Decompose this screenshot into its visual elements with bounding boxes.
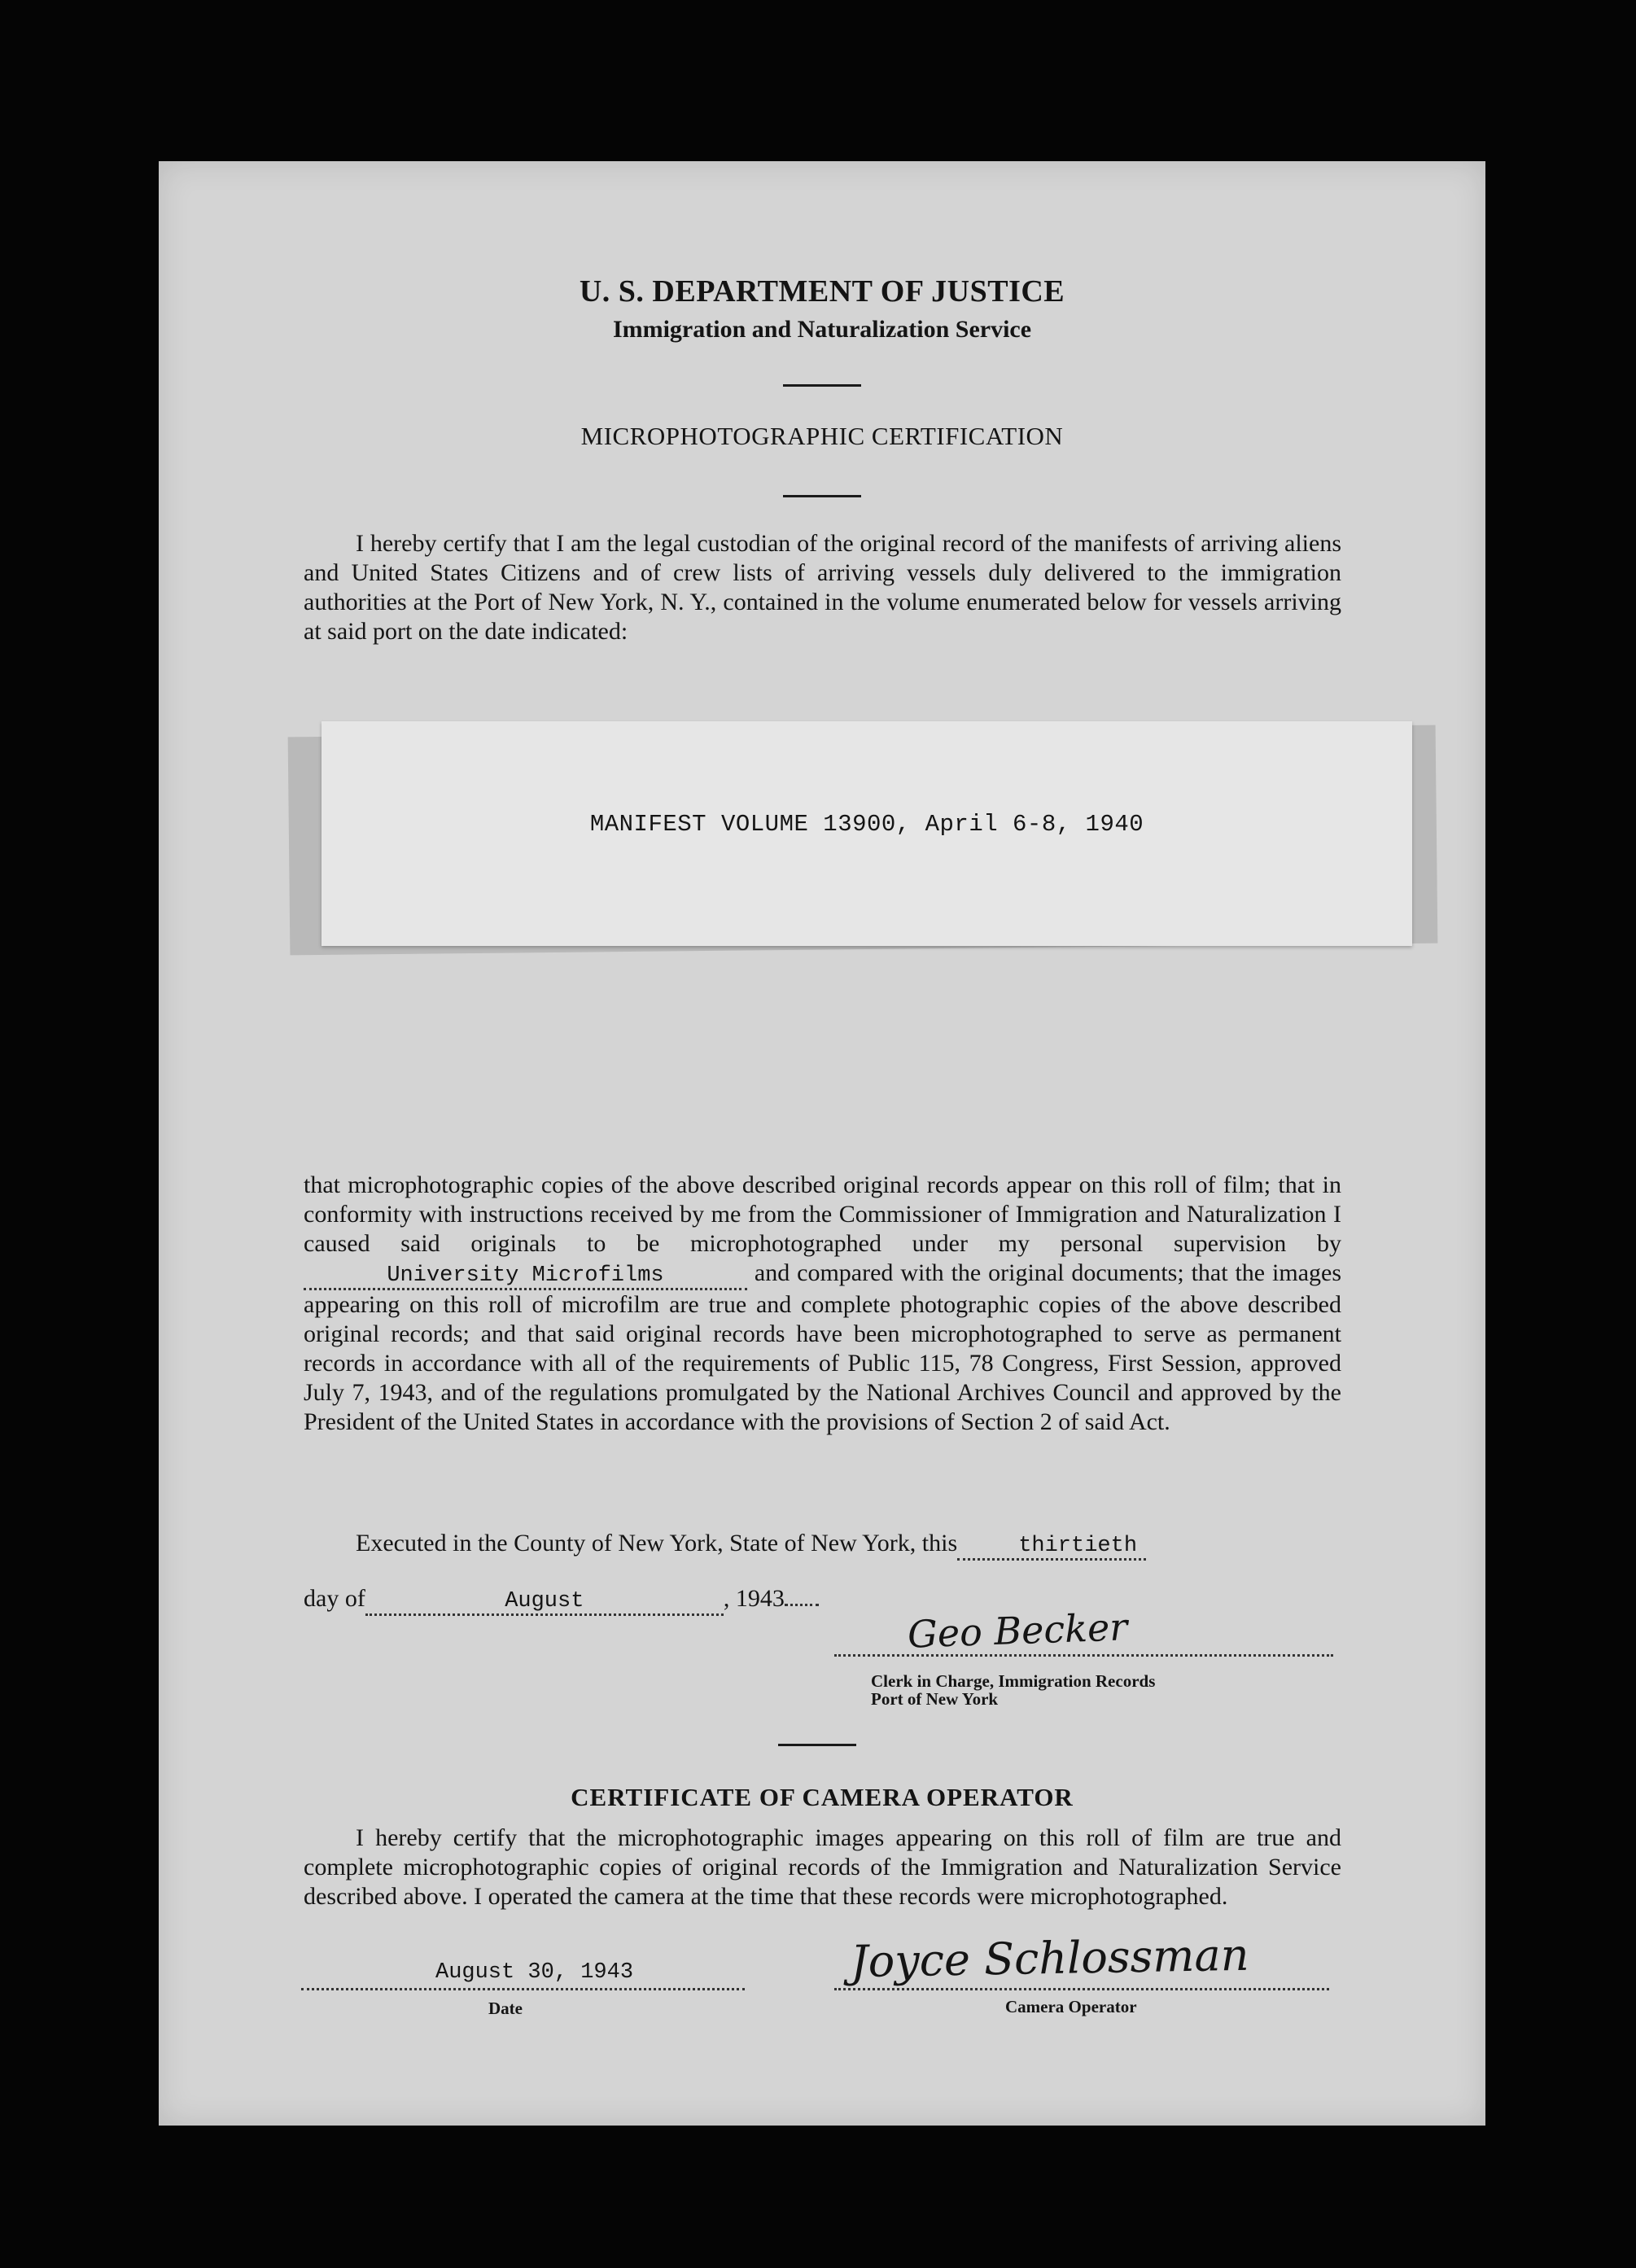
date-label: Date [488,1999,523,2018]
operator-heading: CERTIFICATE OF CAMERA OPERATOR [571,1783,1074,1811]
certification-title: MICROPHOTOGRAPHIC CERTIFICATION [580,422,1064,450]
clerk-signature-line [834,1605,1333,1661]
executed-year: , 1943 [723,1585,785,1612]
operator-signature: Joyce Schlossman [850,1929,1249,1988]
manifest-volume-label: MANIFEST VOLUME 13900, April 6-8, 1940 [589,811,1144,838]
divider-bottom [778,1744,856,1746]
operator-paragraph: I hereby certify that the microphotographic images appearing on this roll of film are true and complete microphotographic copies of original records of the Immigration and Naturalization Service described above. I operated the camera at the time that these records were microphotographed. [304,1824,1341,1910]
certification-body [304,1171,1341,1437]
volume-strip [289,721,1445,957]
certificate-page [159,161,1485,2126]
department-title: U. S. DEPARTMENT OF JUSTICE [579,274,1065,309]
executed-month-field: August [365,1589,724,1616]
body-text-part1: that microphotographic copies of the above described original records appear on this roll of film; that in conformity with instructions received by me from the Commissioner of Immigration and Naturalization I caused said originals to be microphotographed under my personal supervision by [304,1171,1341,1257]
day-of-label: day of [304,1585,365,1612]
body-text-part2: and compared with the original documents; that the images appearing on this roll of microfilm are true and complete photographic copies of the above described original records; and that said original records have been microphotographed to serve as permanent records in accordance with all of the requirements of Public 115, 78 Congress, First Session, approved July 7, 1943, and of the regulations promulgated by the National Archives Council and approved by the President of the United States in accordance with the provisions of Section 2 of said Act. [304,1259,1342,1435]
executed-day-field: thirtieth [957,1534,1146,1561]
executed-line [304,1529,1341,1561]
intro-paragraph: I hereby certify that I am the legal custodian of the original record of the manifests of arriving aliens and United States Citizens and of crew lists of arriving vessels duly delivered to the immigration authorities at the Port of New York, N. Y., contained in the volume enumerated below for vessels arriving at said port on the date indicated: [304,530,1341,645]
strip-paper [322,721,1412,946]
supervised-by-field: University Microfilms [304,1263,747,1290]
clerk-title: Clerk in Charge, Immigration Records Port of New York [871,1671,1156,1709]
service-subtitle: Immigration and Naturalization Service [612,316,1032,343]
camera-operator-label: Camera Operator [1005,1997,1137,2016]
operator-signature-line [834,1928,1329,1991]
operator-date-field: August 30, 1943 [301,1959,745,1991]
executed-prefix: Executed in the County of New York, State of New York, this [356,1530,958,1557]
divider-top [783,384,861,387]
clerk-signature: Geo Becker [907,1605,1129,1657]
divider-middle [783,495,861,497]
